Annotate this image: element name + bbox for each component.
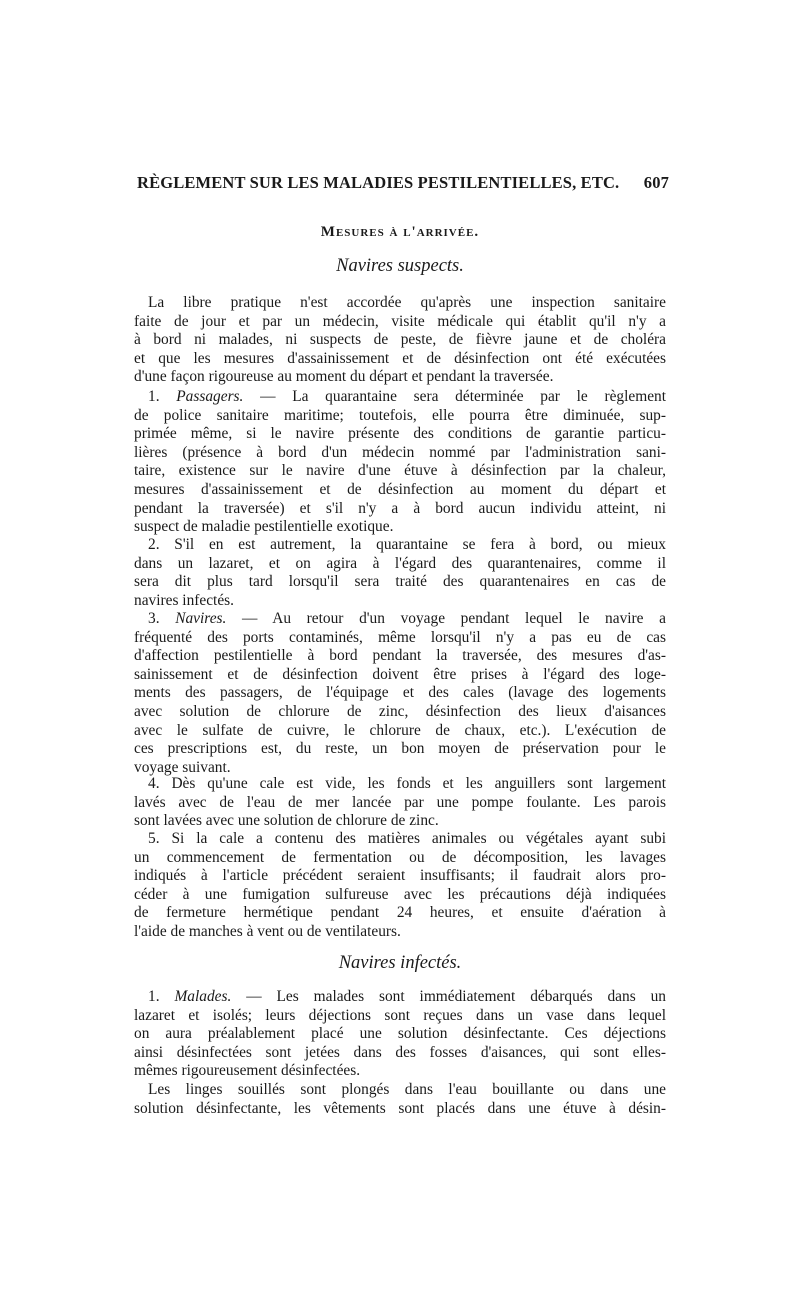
text-line: céder à une fumigation sulfureuse avec les précautions déjà indiquées	[134, 885, 666, 903]
section-title	[0, 224, 800, 241]
item-number: 3.	[148, 610, 176, 627]
text-line: faite de jour et par un médecin, visite médicale qui établit qu'il n'y a	[134, 312, 666, 330]
page-number: 607	[643, 173, 669, 192]
paragraph-passagers	[134, 388, 666, 537]
text-line: dans un lazaret, et on agira à l'égard des quarantenaires, comme il	[134, 554, 666, 572]
text-line: solution désinfectante, les vêtements sont placés dans une étuve à désin-	[134, 1099, 666, 1117]
text-line: fréquenté des ports contaminés, même lorsqu'il n'y a pas eu de cas	[134, 628, 666, 646]
item-number: 1.	[148, 388, 177, 405]
text-line: 5. Si la cale a contenu des matières animales ou végétales ayant subi	[148, 830, 666, 847]
text-line: et que les mesures d'assainissement et de désinfection ont été exécutées	[134, 349, 666, 367]
text-line: de police sanitaire maritime; toutefois, elle pourra être diminuée, sup-	[134, 406, 666, 424]
text-line: de fermeture hermétique pendant 24 heures, et ensuite d'aération à	[134, 904, 666, 922]
paragraph-item-5	[134, 830, 666, 942]
paragraph-navires	[134, 610, 666, 777]
text-line	[134, 988, 666, 1007]
text-line: avec le sulfate de cuivre, le chlorure de chaux, etc.). L'exécution de	[134, 721, 666, 739]
item-title-passagers: Passagers.	[176, 388, 244, 405]
text-line: 4. Dès qu'une cale est vide, les fonds et les anguillers sont largement	[148, 775, 666, 792]
running-header	[137, 173, 669, 193]
text-line	[134, 388, 666, 407]
text-line: primée même, si le navire présente des conditions de garantie particu-	[134, 425, 666, 443]
paragraph-item-2	[134, 536, 666, 610]
text-line: un commencement de fermentation ou de décomposition, les lavages	[134, 848, 666, 866]
item-title-malades: Malades.	[174, 988, 232, 1005]
text-line: taire, existence sur le navire d'une étuve à désinfection par la chaleur,	[134, 462, 666, 480]
text-line: lavés avec de l'eau de mer lancée par une pompe foulante. Les parois	[134, 793, 666, 811]
text-line: navires infectés.	[134, 591, 234, 609]
text-line: suspect de maladie pestilentielle exotique.	[134, 518, 394, 536]
heading-navires-infectes: Navires infectés.	[338, 953, 462, 973]
item-title-navires: Navires.	[175, 610, 227, 627]
heading-navires-suspects: Navires suspects.	[336, 256, 464, 276]
text-line: sainissement et de désinfection doivent être prises à l'égard des loge-	[134, 665, 666, 683]
text-line: ces prescriptions est, du reste, un bon moyen de préservation pour le	[134, 740, 666, 758]
text-line: mesures d'assainissement et de désinfection au moment du départ et	[134, 480, 666, 498]
text-line: d'une façon rigoureuse au moment du départ et pendant la traversée.	[134, 368, 554, 386]
text-line: sera dit plus tard lorsqu'il sera traité des quarantenaires en cas de	[134, 573, 666, 591]
text-line: 2. S'il en est autrement, la quarantaine se fera à bord, ou mieux	[148, 536, 666, 553]
text-line: avec solution de chlorure de zinc, désinfection des lieux d'aisances	[134, 702, 666, 720]
text-line	[134, 610, 666, 629]
text-line: d'affection pestilentielle à bord pendant la traversée, des mesures d'as-	[134, 647, 666, 665]
item-first-line: — Les malades sont immédiatement débarqués dans un	[231, 988, 666, 1005]
text-line: Les linges souillés sont plongés dans l'eau bouillante ou dans une	[148, 1081, 666, 1098]
text-line: ainsi désinfectées sont jetées dans des fosses d'aisances, qui sont elles-	[134, 1043, 666, 1061]
paragraph-linges	[134, 1081, 666, 1118]
text-line: sont lavées avec une solution de chlorure de zinc.	[134, 812, 439, 830]
paragraph-intro	[134, 294, 666, 387]
item-first-line: — La quarantaine sera déterminée par le règlement	[243, 388, 666, 405]
text-line: lazaret et isolés; leurs déjections sont reçues dans un vase dans lequel	[134, 1006, 666, 1024]
paragraph-item-4	[134, 775, 666, 831]
text-line: à bord ni malades, ni suspects de peste, de fièvre jaune et de choléra	[134, 331, 666, 349]
text-line: La libre pratique n'est accordée qu'après une inspection sanitaire	[148, 294, 666, 311]
section-title-text: Mesures à l'arrivée.	[320, 224, 480, 240]
item-number: 1.	[148, 988, 175, 1005]
text-line: indiqués à l'article précédent seraient insuffisants; il faudrait alors pro-	[134, 867, 666, 885]
text-line: ments des passagers, de l'équipage et des cales (lavage des logements	[134, 684, 666, 702]
text-line: mêmes rigoureusement désinfectées.	[134, 1062, 361, 1080]
text-line: l'aide de manches à vent ou de ventilateurs.	[134, 922, 401, 940]
text-line: on aura préalablement placé une solution désinfectante. Ces déjections	[134, 1025, 666, 1043]
text-line: voyage suivant.	[134, 758, 231, 776]
text-line: lières (présence à bord d'un médecin nommé par l'administration sani-	[134, 443, 666, 461]
item-first-line: — Au retour d'un voyage pendant lequel le navire a	[226, 610, 666, 627]
running-title: RÈGLEMENT SUR LES MALADIES PESTILENTIELLES, ETC.	[137, 173, 620, 192]
paragraph-malades	[134, 988, 666, 1081]
text-line: pendant la traversée) et s'il n'y a à bord aucun individu atteint, ni	[134, 499, 666, 517]
